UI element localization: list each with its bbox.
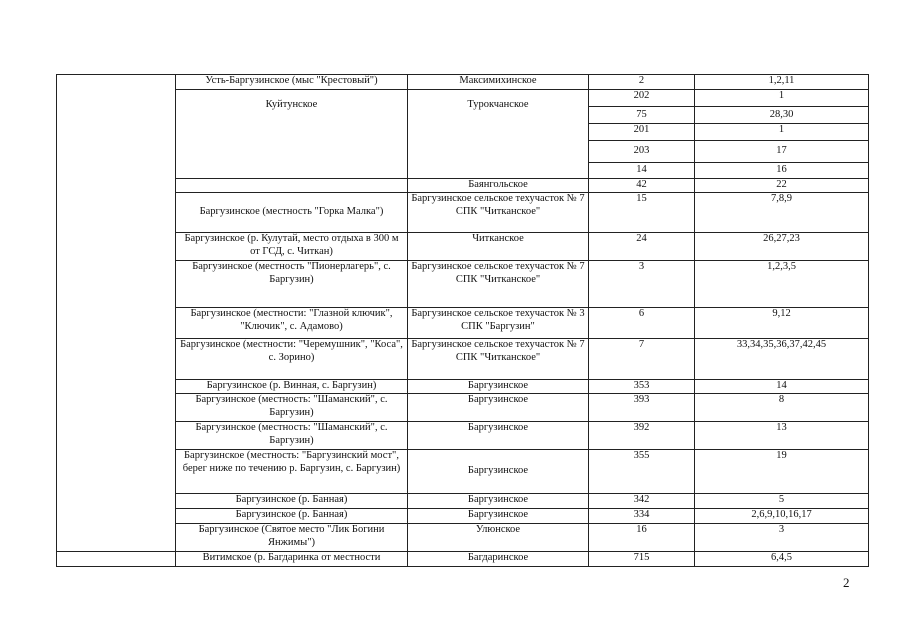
table-row	[57, 90, 869, 107]
forestry-cell: Баргузинское	[408, 494, 589, 509]
place-cell: Куйтунское	[176, 90, 408, 179]
sections-cell: 1,2,3,5	[695, 261, 869, 308]
table-row	[57, 394, 869, 422]
quarter-cell: 75	[589, 107, 695, 124]
forestry-cell: Багдаринское	[408, 552, 589, 567]
quarter-cell: 201	[589, 124, 695, 141]
quarter-cell: 355	[589, 450, 695, 494]
forestry-cell: Баргузинское	[408, 380, 589, 394]
quarter-cell: 16	[589, 524, 695, 552]
forestry-cell: Баргузинское сельское техучасток № 7 СПК "Читканское"	[408, 339, 589, 380]
empty-cell	[57, 552, 176, 567]
sections-cell: 7,8,9	[695, 193, 869, 233]
table-row	[57, 422, 869, 450]
quarter-cell: 392	[589, 422, 695, 450]
sections-cell: 8	[695, 394, 869, 422]
forestry-cell: Баргузинское сельское техучасток № 7 СПК "Читканское"	[408, 261, 589, 308]
sections-cell: 26,27,23	[695, 233, 869, 261]
table-row	[57, 179, 869, 193]
quarter-cell: 342	[589, 494, 695, 509]
sections-cell: 6,4,5	[695, 552, 869, 567]
place-cell: Усть-Баргузинское (мыс "Крестовый")	[176, 75, 408, 90]
page-number: 2	[843, 575, 850, 590]
sections-cell: 22	[695, 179, 869, 193]
table-row	[57, 524, 869, 552]
sections-cell: 16	[695, 163, 869, 179]
quarter-cell: 42	[589, 179, 695, 193]
table-row	[57, 261, 869, 308]
table-row	[57, 193, 869, 233]
forestry-cell: Баргузинское сельское техучасток № 3 СПК "Баргузин"	[408, 308, 589, 339]
table-row	[57, 308, 869, 339]
place-cell: Баргузинское (местность "Пионерлагерь", с. Баргузин)	[176, 261, 408, 308]
quarter-cell: 24	[589, 233, 695, 261]
quarter-cell: 715	[589, 552, 695, 567]
forestry-cell: Баргузинское	[408, 450, 589, 494]
quarter-cell: 353	[589, 380, 695, 394]
forestry-cell: Баргузинское	[408, 394, 589, 422]
place-cell: Баргузинское (р. Кулутай, место отдыха в 300 м от ГСД, с. Читкан)	[176, 233, 408, 261]
place-cell: Баргузинское (местность: "Баргузинский мост", берег ниже по течению р. Баргузин, с. Баргузин)	[176, 450, 408, 494]
quarter-cell: 202	[589, 90, 695, 107]
table-row	[57, 75, 869, 90]
quarter-cell: 334	[589, 509, 695, 524]
sections-cell: 9,12	[695, 308, 869, 339]
sections-cell: 14	[695, 380, 869, 394]
forestry-cell: Читканское	[408, 233, 589, 261]
quarter-cell: 2	[589, 75, 695, 90]
quarter-cell: 3	[589, 261, 695, 308]
forestry-cell: Улюнское	[408, 524, 589, 552]
place-cell: Баргузинское (р. Винная, с. Баргузин)	[176, 380, 408, 394]
sections-cell: 1,2,11	[695, 75, 869, 90]
table-row	[57, 509, 869, 524]
table-row	[57, 494, 869, 509]
sections-cell: 3	[695, 524, 869, 552]
forestry-cell: Баргузинское	[408, 509, 589, 524]
place-cell: Баргузинское (местности: "Черемушник", "Коса", с. Зорино)	[176, 339, 408, 380]
forestry-cell: Баргузинское сельское техучасток № 7 СПК "Читканское"	[408, 193, 589, 233]
table-row	[57, 380, 869, 394]
forestry-cell: Баргузинское	[408, 422, 589, 450]
sections-cell: 5	[695, 494, 869, 509]
place-cell: Баргузинское (местность: "Шаманский", с. Баргузин)	[176, 394, 408, 422]
table-row	[57, 450, 869, 494]
forestry-cell: Турокчанское	[408, 90, 589, 179]
table-row	[57, 339, 869, 380]
table-row	[57, 233, 869, 261]
sections-cell: 33,34,35,36,37,42,45	[695, 339, 869, 380]
sections-cell: 17	[695, 141, 869, 163]
forestry-cell: Максимихинское	[408, 75, 589, 90]
sections-cell: 13	[695, 422, 869, 450]
place-cell: Баргузинское (р. Банная)	[176, 494, 408, 509]
place-cell: Баргузинское (местность "Горка Малка")	[176, 193, 408, 233]
sections-cell: 2,6,9,10,16,17	[695, 509, 869, 524]
place-cell: Баргузинское (Святое место "Лик Богини Янжимы")	[176, 524, 408, 552]
quarter-cell: 14	[589, 163, 695, 179]
sections-cell: 19	[695, 450, 869, 494]
place-cell: Баргузинское (р. Банная)	[176, 509, 408, 524]
sections-cell: 1	[695, 90, 869, 107]
place-cell: Баргузинское (местности: "Глазной ключик", "Ключик", с. Адамово)	[176, 308, 408, 339]
place-cell	[176, 179, 408, 193]
place-cell: Баргузинское (местность: "Шаманский", с. Баргузин)	[176, 422, 408, 450]
forest-quarters-table	[56, 74, 869, 567]
quarter-cell: 15	[589, 193, 695, 233]
table-row	[57, 552, 869, 567]
quarter-cell: 6	[589, 308, 695, 339]
forestry-cell: Баянгольское	[408, 179, 589, 193]
sections-cell: 28,30	[695, 107, 869, 124]
sections-cell: 1	[695, 124, 869, 141]
quarter-cell: 393	[589, 394, 695, 422]
empty-cell	[57, 75, 176, 552]
quarter-cell: 7	[589, 339, 695, 380]
place-cell: Витимское (р. Багдаринка от местности	[176, 552, 408, 567]
quarter-cell: 203	[589, 141, 695, 163]
